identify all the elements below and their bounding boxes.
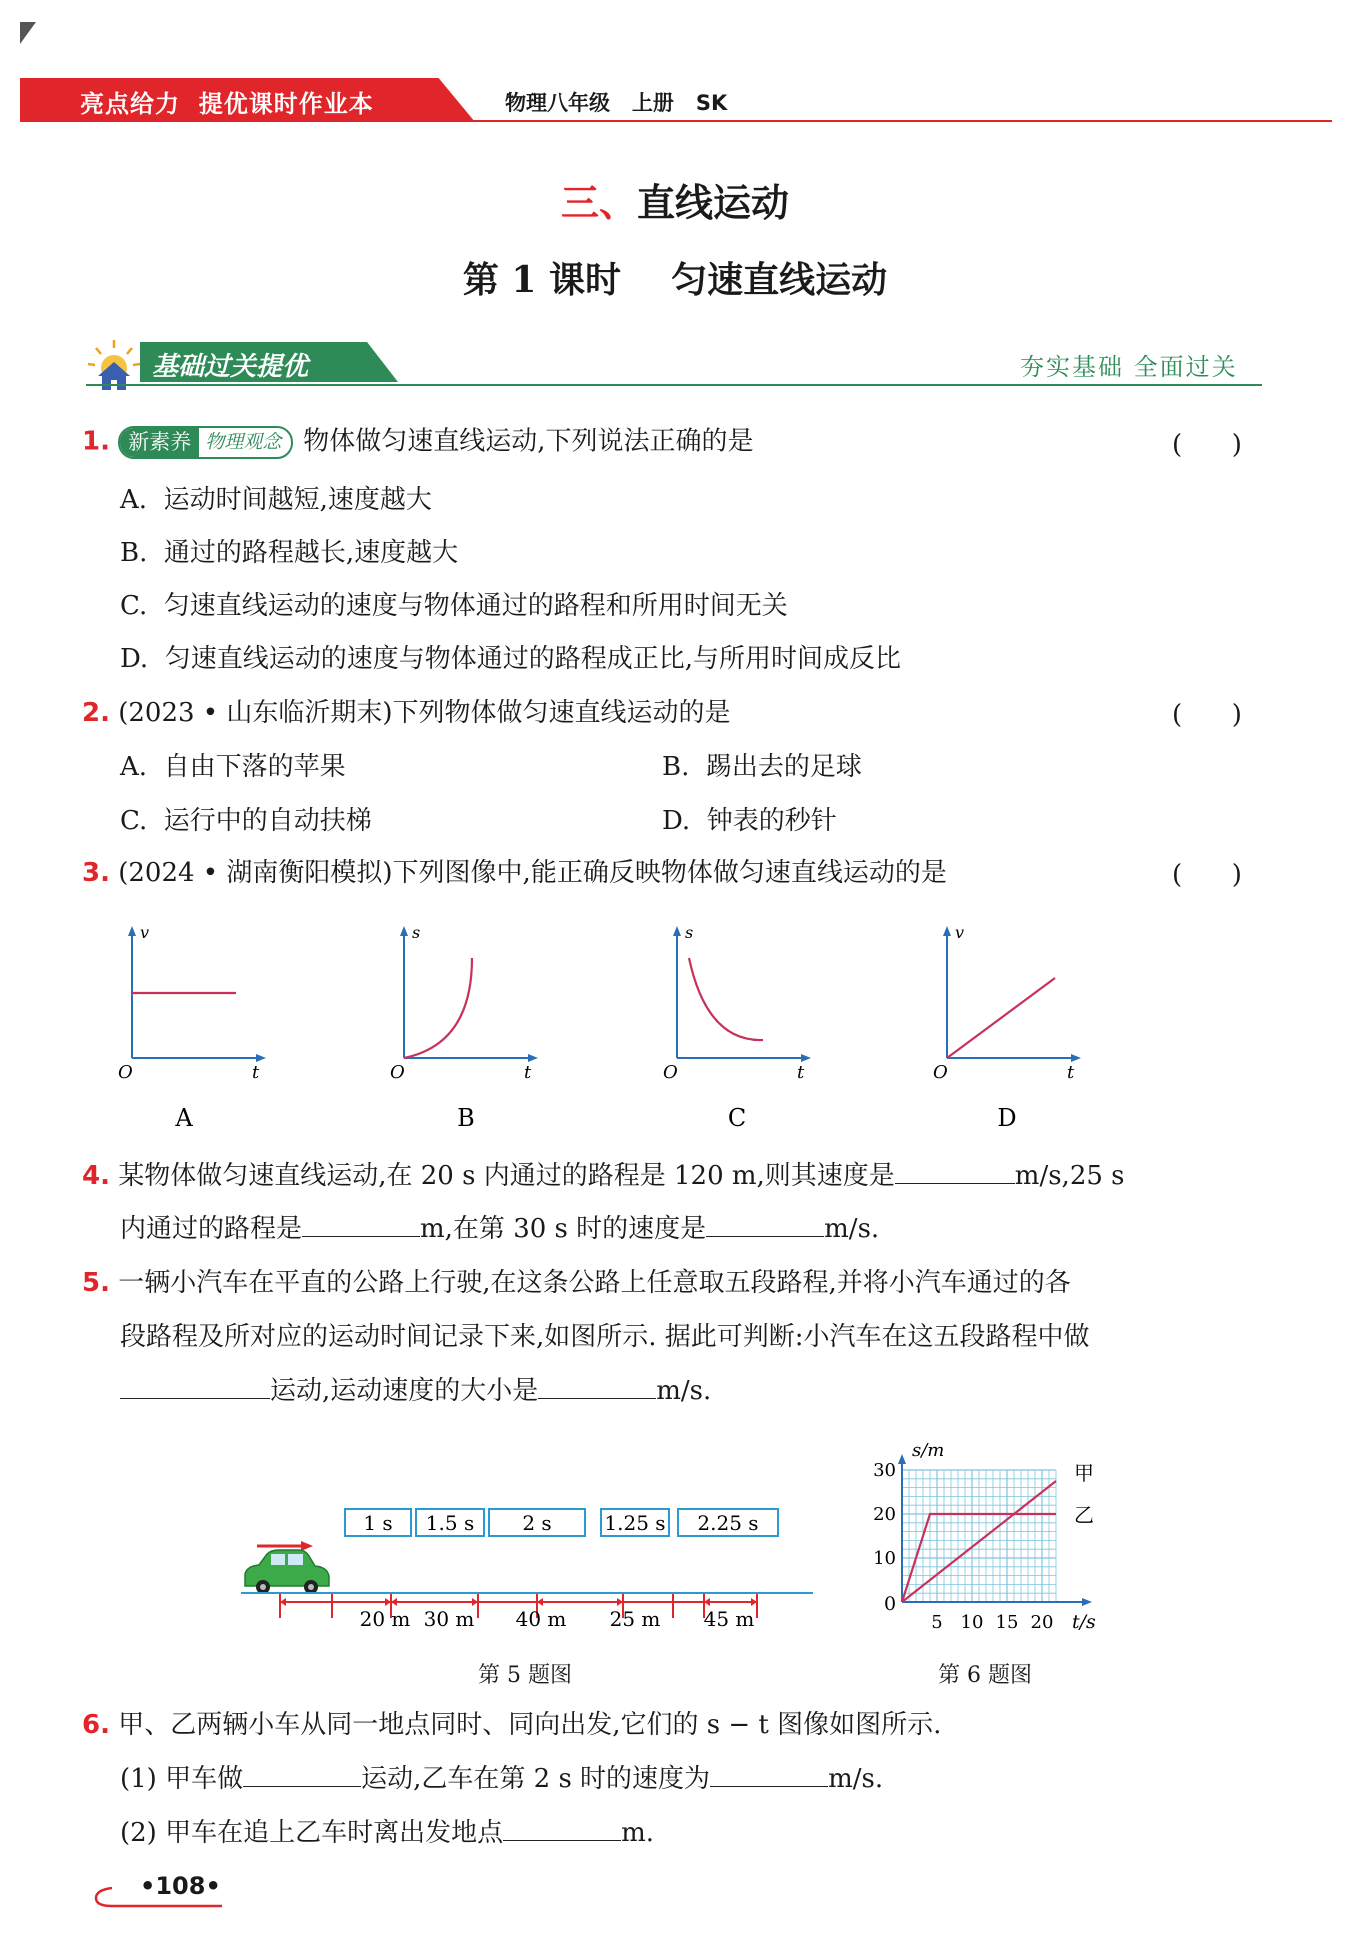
distance-label: 45 m <box>703 1607 755 1631</box>
unit-text: m/s,25 s <box>1014 1161 1125 1191</box>
y-axis-arrow <box>898 1454 906 1464</box>
graph-letter: C <box>727 1104 747 1132</box>
lesson-title: 第 1 课时 匀速直线运动 <box>462 259 888 301</box>
unit-text: m. <box>621 1818 655 1848</box>
figure-5-road-diagram <box>235 1490 820 1640</box>
option-d[interactable]: D. 钟表的秒针 <box>662 806 837 836</box>
distance-label: 40 m <box>515 1607 567 1631</box>
graph-letter: D <box>997 1104 1017 1132</box>
section-name: 基础过关提优 <box>152 352 309 382</box>
series-label-yi: 乙 <box>1074 1503 1094 1527</box>
y-label: s <box>685 923 694 942</box>
book-brand: 亮点给力 提优课时作业本 <box>80 90 374 118</box>
book-subject: 物理八年级 上册 SK <box>505 91 728 115</box>
x-tick-label: 20 <box>1030 1612 1054 1632</box>
unit-text: m/s. <box>828 1764 884 1794</box>
x-axis-arrow <box>801 1054 811 1062</box>
x-label: t <box>797 1062 805 1083</box>
y-tick-label: 10 <box>873 1548 896 1569</box>
time-label: 1 s <box>363 1511 393 1535</box>
option-a[interactable]: A. 自由下落的苹果 <box>120 752 346 782</box>
question-3 <box>82 858 947 889</box>
answer-blank-motion-type[interactable] <box>120 1376 270 1399</box>
corner-mark <box>20 22 36 44</box>
question-number: 5. <box>82 1268 110 1298</box>
stem-text: 内通过的路程是 <box>120 1214 303 1244</box>
stem-text: 运动,乙车在第 2 s 时的速度为 <box>361 1764 711 1794</box>
stem-text: m,在第 30 s 时的速度是 <box>420 1214 707 1244</box>
answer-blank-speed[interactable] <box>538 1376 656 1399</box>
y-label: s <box>412 923 421 942</box>
option-b[interactable]: B. 通过的路程越长,速度越大 <box>120 538 459 568</box>
badge-primary: 新素养 <box>120 428 199 457</box>
chart-grid <box>902 1470 1056 1602</box>
time-label: 2.25 s <box>697 1511 759 1535</box>
car-icon <box>245 1550 329 1594</box>
answer-blank-motion-jia[interactable] <box>243 1764 361 1787</box>
y-tick-label: 20 <box>873 1504 896 1525</box>
graph-letter: A <box>175 1104 193 1132</box>
direction-arrow-head <box>301 1541 313 1551</box>
x-tick-label: 10 <box>960 1612 984 1632</box>
x-label: t <box>252 1062 260 1083</box>
question-6-part2 <box>120 1818 654 1849</box>
graph-c[interactable] <box>645 918 845 1138</box>
graph-letter: B <box>457 1104 475 1132</box>
y-axis-arrow <box>128 926 136 936</box>
option-c[interactable]: C. 匀速直线运动的速度与物体通过的路程和所用时间无关 <box>120 591 788 621</box>
x-axis-arrow <box>256 1054 266 1062</box>
origin-label: 0 <box>884 1593 897 1615</box>
option-c[interactable]: C. 运行中的自动扶梯 <box>120 806 372 836</box>
x-label: t <box>524 1062 532 1083</box>
y-axis-arrow <box>400 926 408 936</box>
x-label: t <box>1067 1062 1075 1083</box>
distance-label: 25 m <box>609 1607 661 1631</box>
x-axis-arrow <box>1071 1054 1081 1062</box>
series-label-jia: 甲 <box>1074 1461 1094 1485</box>
answer-blank-distance[interactable] <box>503 1818 621 1841</box>
graph-a[interactable] <box>100 918 300 1138</box>
chapter-name: 直线运动 <box>637 180 790 225</box>
question-number: 2. <box>82 698 110 728</box>
distance-label: 30 m <box>423 1607 475 1631</box>
question-2 <box>82 698 731 729</box>
question-stem: (2024 • 湖南衡阳模拟)下列图像中,能正确反映物体做匀速直线运动的是 <box>118 858 947 888</box>
graph-d[interactable] <box>915 918 1115 1138</box>
question-stem: 某物体做匀速直线运动,在 20 s 内通过的路程是 120 m,则其速度是 <box>118 1161 895 1191</box>
option-b[interactable]: B. 踢出去的足球 <box>662 752 862 782</box>
question-1 <box>82 426 754 459</box>
origin-label: O <box>933 1062 948 1083</box>
question-5-line2: 段路程及所对应的运动时间记录下来,如图所示. 据此可判断:小汽车在这五段路程中做 <box>120 1322 1090 1352</box>
question-6-part1 <box>120 1764 883 1795</box>
literacy-badge <box>118 426 293 459</box>
y-axis-arrow <box>673 926 681 936</box>
question-number: 6. <box>82 1710 110 1740</box>
question-5-line1 <box>82 1268 1071 1299</box>
graph-line <box>947 978 1055 1058</box>
question-number: 4. <box>82 1161 110 1191</box>
question-6 <box>82 1710 941 1741</box>
unit-text: m/s. <box>656 1376 712 1406</box>
origin-label: O <box>118 1062 133 1083</box>
stem-text: (2) 甲车在追上乙车时离出发地点 <box>120 1818 504 1848</box>
badge-secondary: 物理观念 <box>205 431 282 454</box>
question-4-line2 <box>120 1214 879 1245</box>
answer-blank-speed-yi[interactable] <box>710 1764 828 1787</box>
option-a[interactable]: A. 运动时间越短,速度越大 <box>120 485 432 515</box>
section-rule <box>86 384 1262 386</box>
y-tick-label: 30 <box>873 1460 896 1481</box>
origin-label: O <box>390 1062 405 1083</box>
question-4-line1 <box>82 1161 1125 1192</box>
figure-5-caption: 第 5 题图 <box>478 1663 572 1688</box>
x-axis-arrow <box>528 1054 538 1062</box>
x-axis-arrow <box>1082 1598 1092 1606</box>
y-label: v <box>140 923 150 942</box>
time-label: 1.25 s <box>604 1511 666 1535</box>
time-label: 1.5 s <box>425 1511 475 1535</box>
chapter-number: 三、 <box>560 180 637 225</box>
answer-blank-distance[interactable] <box>302 1214 420 1237</box>
distance-label: 20 m <box>359 1607 411 1631</box>
section-motto: 夯实基础 全面过关 <box>1020 353 1238 381</box>
question-number: 1. <box>82 426 110 457</box>
answer-blank-speed-30s[interactable] <box>706 1214 824 1237</box>
x-tick-label: 15 <box>995 1612 1019 1632</box>
question-stem: 物体做匀速直线运动,下列说法正确的是 <box>303 426 754 457</box>
chapter-title <box>0 172 1350 227</box>
tick-labels <box>873 1460 1053 1632</box>
origin-label: O <box>663 1062 678 1083</box>
graph-curve <box>404 958 472 1058</box>
page-number: •108• <box>140 1872 221 1900</box>
question-number: 3. <box>82 858 110 888</box>
time-label: 2 s <box>522 1511 552 1535</box>
option-d[interactable]: D. 匀速直线运动的速度与物体通过的路程成正比,与所用时间成反比 <box>120 644 901 674</box>
header-rule <box>20 120 1332 122</box>
question-stem: (2023 • 山东临沂期末)下列物体做匀速直线运动的是 <box>118 698 731 728</box>
answer-paren-3[interactable]: ( ) <box>1172 860 1242 890</box>
answer-blank-speed[interactable] <box>895 1161 1015 1184</box>
x-tick-label: 5 <box>931 1612 943 1632</box>
question-stem: 甲、乙两辆小车从同一地点同时、同向出发,它们的 s − t 图像如图所示. <box>118 1710 942 1740</box>
answer-paren-1[interactable]: ( ) <box>1172 430 1242 460</box>
graph-curve <box>689 958 763 1040</box>
graph-b[interactable] <box>372 918 572 1138</box>
answer-paren-2[interactable]: ( ) <box>1172 700 1242 730</box>
figure-6-caption: 第 6 题图 <box>938 1663 1032 1688</box>
figure-6-st-chart <box>860 1432 1110 1632</box>
question-5-line3 <box>120 1376 711 1407</box>
y-axis-arrow <box>943 926 951 936</box>
stem-text: (1) 甲车做 <box>120 1764 244 1794</box>
y-label: v <box>955 923 965 942</box>
stem-text: 运动,运动速度的大小是 <box>270 1376 539 1406</box>
y-axis-label: s/m <box>912 1440 945 1461</box>
x-axis-label: t/s <box>1072 1611 1096 1632</box>
unit-text: m/s. <box>824 1214 880 1244</box>
question-stem: 一辆小汽车在平直的公路上行驶,在这条公路上任意取五段路程,并将小汽车通过的各 <box>118 1268 1071 1298</box>
